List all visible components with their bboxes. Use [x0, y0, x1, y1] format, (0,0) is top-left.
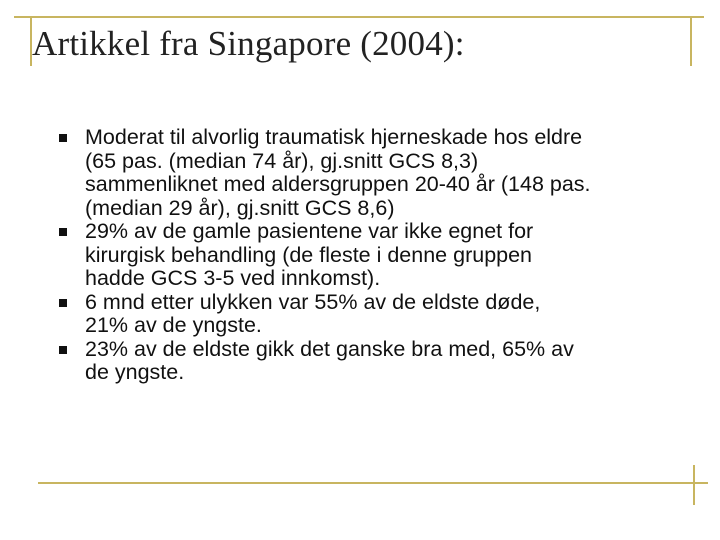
bullet-list — [55, 126, 695, 385]
bullet-line: 6 mnd etter ulykken var 55% av de eldste døde, — [85, 289, 541, 314]
bullet-item — [55, 220, 695, 291]
bullet-line: (median 29 år), gj.snitt GCS 8,6) — [85, 195, 395, 220]
bullet-line: (65 pas. (median 74 år), gj.snitt GCS 8,3) — [85, 148, 479, 173]
square-bullet-icon — [59, 299, 67, 307]
bottom-divider — [38, 482, 708, 484]
bullet-line: Moderat til alvorlig traumatisk hjerneskade hos eldre — [85, 125, 583, 149]
top-divider — [14, 16, 704, 18]
bullet-line: 21% av de yngste. — [85, 313, 262, 337]
bullet-item — [55, 338, 695, 385]
right-divider — [690, 16, 692, 66]
bottom-right-divider — [693, 465, 695, 505]
bullet-item — [55, 126, 695, 220]
square-bullet-icon — [59, 346, 67, 354]
slide-title: Artikkel fra Singapore (2004): — [32, 24, 465, 63]
bullet-line: kirurgisk behandling (de fleste i denne gruppen — [85, 242, 533, 267]
bullet-line: 23% av de eldste gikk det ganske bra med, 65% av — [85, 336, 574, 361]
square-bullet-icon — [59, 134, 67, 142]
bullet-item — [55, 291, 695, 338]
bullet-line: hadde GCS 3-5 ved innkomst). — [85, 266, 381, 290]
bullet-line: de yngste. — [85, 360, 185, 384]
bullet-line: 29% av de gamle pasientene var ikke egnet for — [85, 219, 534, 243]
square-bullet-icon — [59, 228, 67, 236]
bullet-line: sammenliknet med aldersgruppen 20-40 år (148 pas. — [85, 172, 591, 196]
